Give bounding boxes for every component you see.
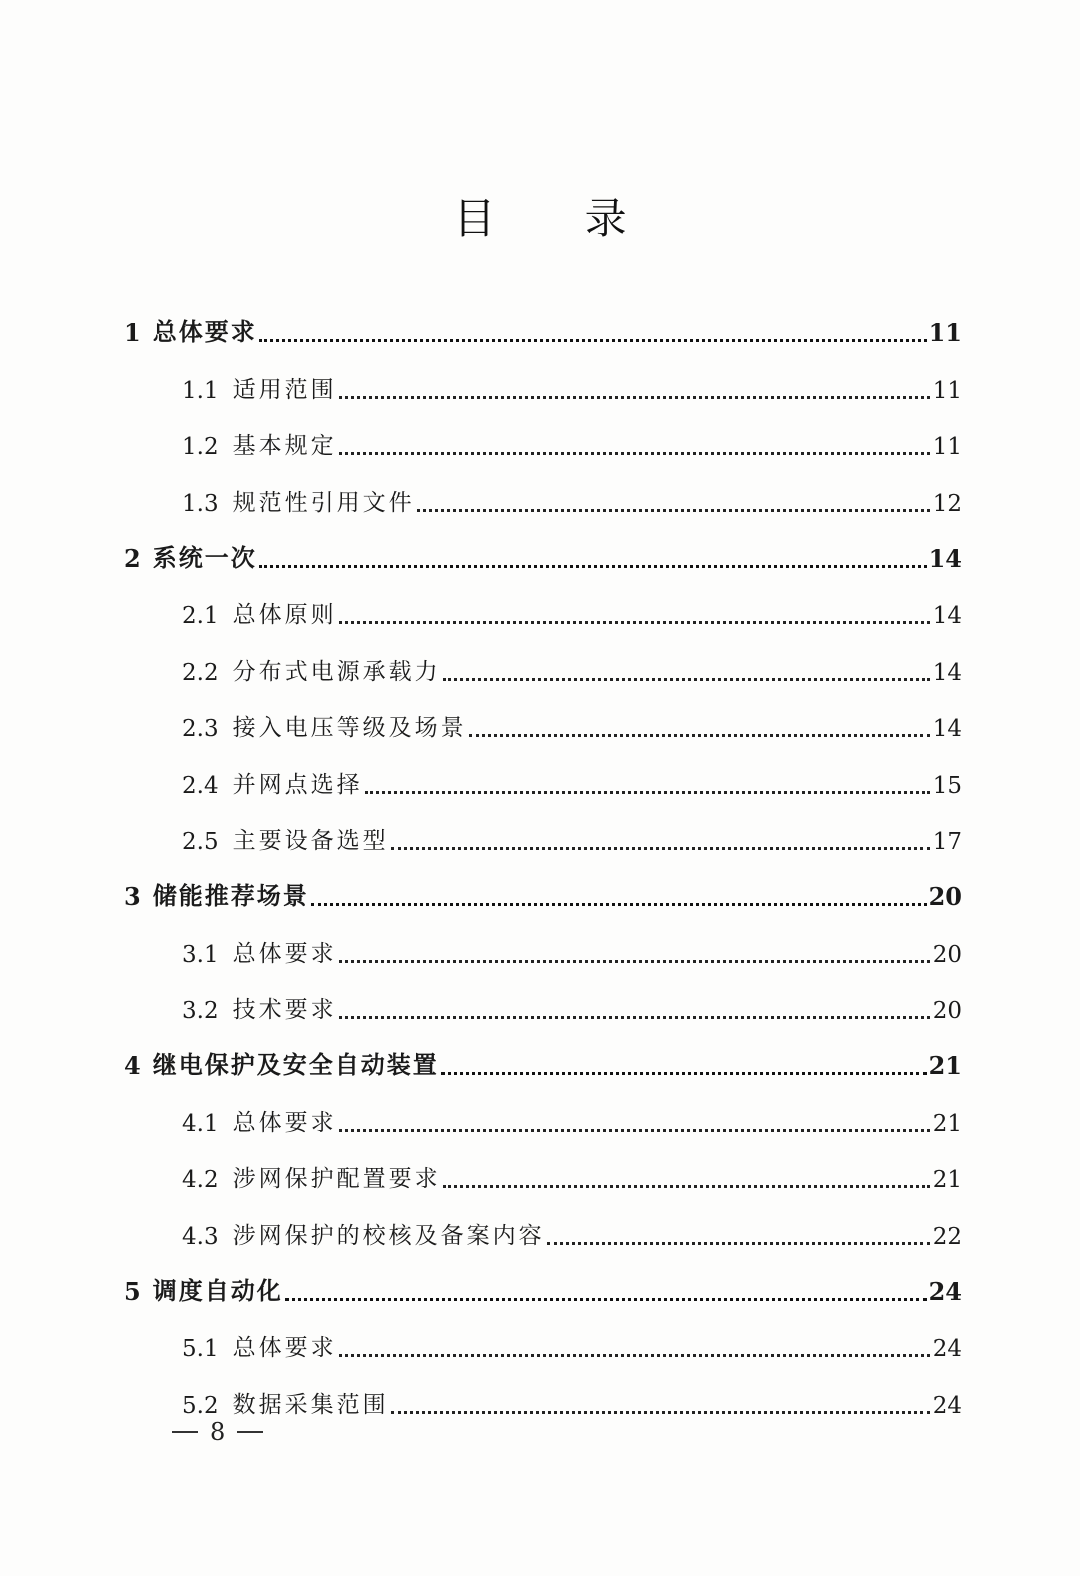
toc-entry-number: 1.2	[182, 434, 219, 461]
toc-dot-leader	[311, 903, 927, 906]
toc-entry-title: 总体要求	[152, 317, 257, 347]
toc-entry-page: 20	[932, 941, 962, 968]
toc-entry-page: 20	[928, 882, 962, 912]
toc-entry-page: 14	[932, 659, 962, 686]
toc-entry-number: 3.2	[182, 998, 219, 1025]
toc-entry-page: 21	[928, 1051, 962, 1081]
toc-entry-number: 5.1	[182, 1336, 219, 1363]
toc-dot-leader	[285, 1298, 927, 1301]
toc-entry-number: 1	[124, 318, 141, 348]
toc-entry-title: 分布式电源承载力	[232, 658, 441, 685]
toc-entry-page: 15	[932, 772, 962, 799]
toc-dot-leader	[339, 1016, 930, 1019]
toc-section-entry[interactable]	[120, 1320, 962, 1376]
toc-dot-leader	[339, 960, 930, 963]
toc-entry-number: 2.1	[182, 603, 219, 630]
toc-entry-page: 24	[932, 1336, 962, 1363]
toc-entry-title: 涉网保护配置要求	[232, 1166, 441, 1193]
toc-entry-number: 2	[124, 543, 141, 573]
toc-entry-title: 主要设备选型	[232, 827, 389, 854]
toc-section-entry[interactable]	[120, 1094, 962, 1150]
toc-section-entry[interactable]	[120, 474, 962, 530]
toc-entry-title: 储能推荐场景	[152, 881, 309, 911]
toc-entry-number: 3.1	[182, 941, 219, 968]
toc-entry-title: 继电保护及安全自动装置	[152, 1050, 439, 1080]
toc-section-entry[interactable]	[120, 756, 962, 812]
toc-dot-leader	[339, 621, 930, 624]
toc-entry-title: 规范性引用文件	[232, 489, 415, 516]
toc-section-entry[interactable]	[120, 982, 962, 1038]
toc-entry-number: 2.3	[182, 716, 219, 743]
toc-entry-page: 24	[932, 1392, 962, 1419]
toc-entry-title: 涉网保护的校核及备案内容	[232, 1222, 545, 1249]
page-footer	[160, 1418, 275, 1446]
toc-entry-number: 2.2	[182, 659, 219, 686]
toc-entry-number: 4.2	[182, 1167, 219, 1194]
toc-entry-number: 4.1	[182, 1110, 219, 1137]
toc-entry-page: 21	[932, 1110, 962, 1137]
page-number: 8	[210, 1418, 226, 1446]
toc-entry-page: 24	[928, 1277, 962, 1307]
toc-entry-page: 14	[932, 716, 962, 743]
toc-entry-title: 技术要求	[232, 997, 337, 1024]
toc-entry-title: 总体要求	[232, 1109, 337, 1136]
toc-section-entry[interactable]	[120, 643, 962, 699]
toc-entry-number: 3	[124, 882, 141, 912]
toc-entry-number: 1.1	[182, 377, 219, 404]
toc-entry-title: 适用范围	[232, 376, 337, 403]
toc-entry-page: 22	[932, 1223, 962, 1250]
toc-entry-number: 2.5	[182, 828, 219, 855]
toc-section-entry[interactable]	[120, 361, 962, 417]
toc-entry-title: 系统一次	[152, 542, 257, 572]
toc-dot-leader	[339, 452, 930, 455]
toc-entry-page: 12	[932, 490, 962, 517]
toc-chapter-entry[interactable]	[120, 531, 962, 587]
toc-entry-page: 17	[932, 828, 962, 855]
toc-entry-title: 基本规定	[232, 433, 337, 460]
page-title: 目 录	[453, 194, 665, 243]
toc-entry-title: 总体原则	[232, 602, 337, 629]
toc-dot-leader	[339, 1354, 930, 1357]
toc-entry-page: 14	[928, 543, 962, 573]
toc-dot-leader	[391, 847, 930, 850]
toc-entry-page: 21	[932, 1167, 962, 1194]
toc-entry-number: 2.4	[182, 772, 219, 799]
toc-entry-number: 1.3	[182, 490, 219, 517]
footer-dash-left	[172, 1431, 198, 1433]
toc-entry-page: 11	[928, 318, 962, 348]
toc-entry-title: 数据采集范围	[232, 1391, 389, 1418]
toc-section-entry[interactable]	[120, 587, 962, 643]
toc-chapter-entry[interactable]	[120, 1038, 962, 1094]
toc-entry-page: 14	[932, 603, 962, 630]
toc-section-entry[interactable]	[120, 925, 962, 981]
toc-entry-page: 11	[932, 434, 962, 461]
toc-dot-leader	[469, 734, 930, 737]
toc-section-entry[interactable]	[120, 1207, 962, 1263]
toc-dot-leader	[391, 1411, 930, 1414]
toc-dot-leader	[259, 565, 927, 568]
toc-entry-title: 调度自动化	[152, 1276, 283, 1306]
toc-dot-leader	[365, 791, 930, 794]
toc-entry-number: 4	[124, 1051, 141, 1081]
toc-entry-page: 11	[932, 377, 962, 404]
toc-section-entry[interactable]	[120, 418, 962, 474]
toc-chapter-entry[interactable]	[120, 869, 962, 925]
toc-section-entry[interactable]	[120, 700, 962, 756]
toc-dot-leader	[417, 509, 930, 512]
toc-dot-leader	[339, 1129, 930, 1132]
toc-entry-title: 接入电压等级及场景	[232, 715, 467, 742]
toc-entry-number: 4.3	[182, 1223, 219, 1250]
toc-chapter-entry[interactable]	[120, 1264, 962, 1320]
toc-entry-number: 5.2	[182, 1392, 219, 1419]
toc-chapter-entry[interactable]	[120, 305, 962, 361]
toc-entry-number: 5	[124, 1277, 141, 1307]
toc-dot-leader	[441, 1072, 927, 1075]
table-of-contents	[120, 305, 962, 1433]
footer-dash-right	[237, 1431, 263, 1433]
toc-dot-leader	[259, 339, 927, 342]
toc-entry-title: 总体要求	[232, 940, 337, 967]
toc-section-entry[interactable]	[120, 1151, 962, 1207]
toc-dot-leader	[443, 678, 930, 681]
toc-dot-leader	[547, 1242, 930, 1245]
toc-entry-page: 20	[932, 998, 962, 1025]
toc-entry-title: 并网点选择	[232, 771, 363, 798]
toc-dot-leader	[339, 396, 930, 399]
toc-dot-leader	[443, 1185, 930, 1188]
toc-section-entry[interactable]	[120, 813, 962, 869]
toc-entry-title: 总体要求	[232, 1335, 337, 1362]
